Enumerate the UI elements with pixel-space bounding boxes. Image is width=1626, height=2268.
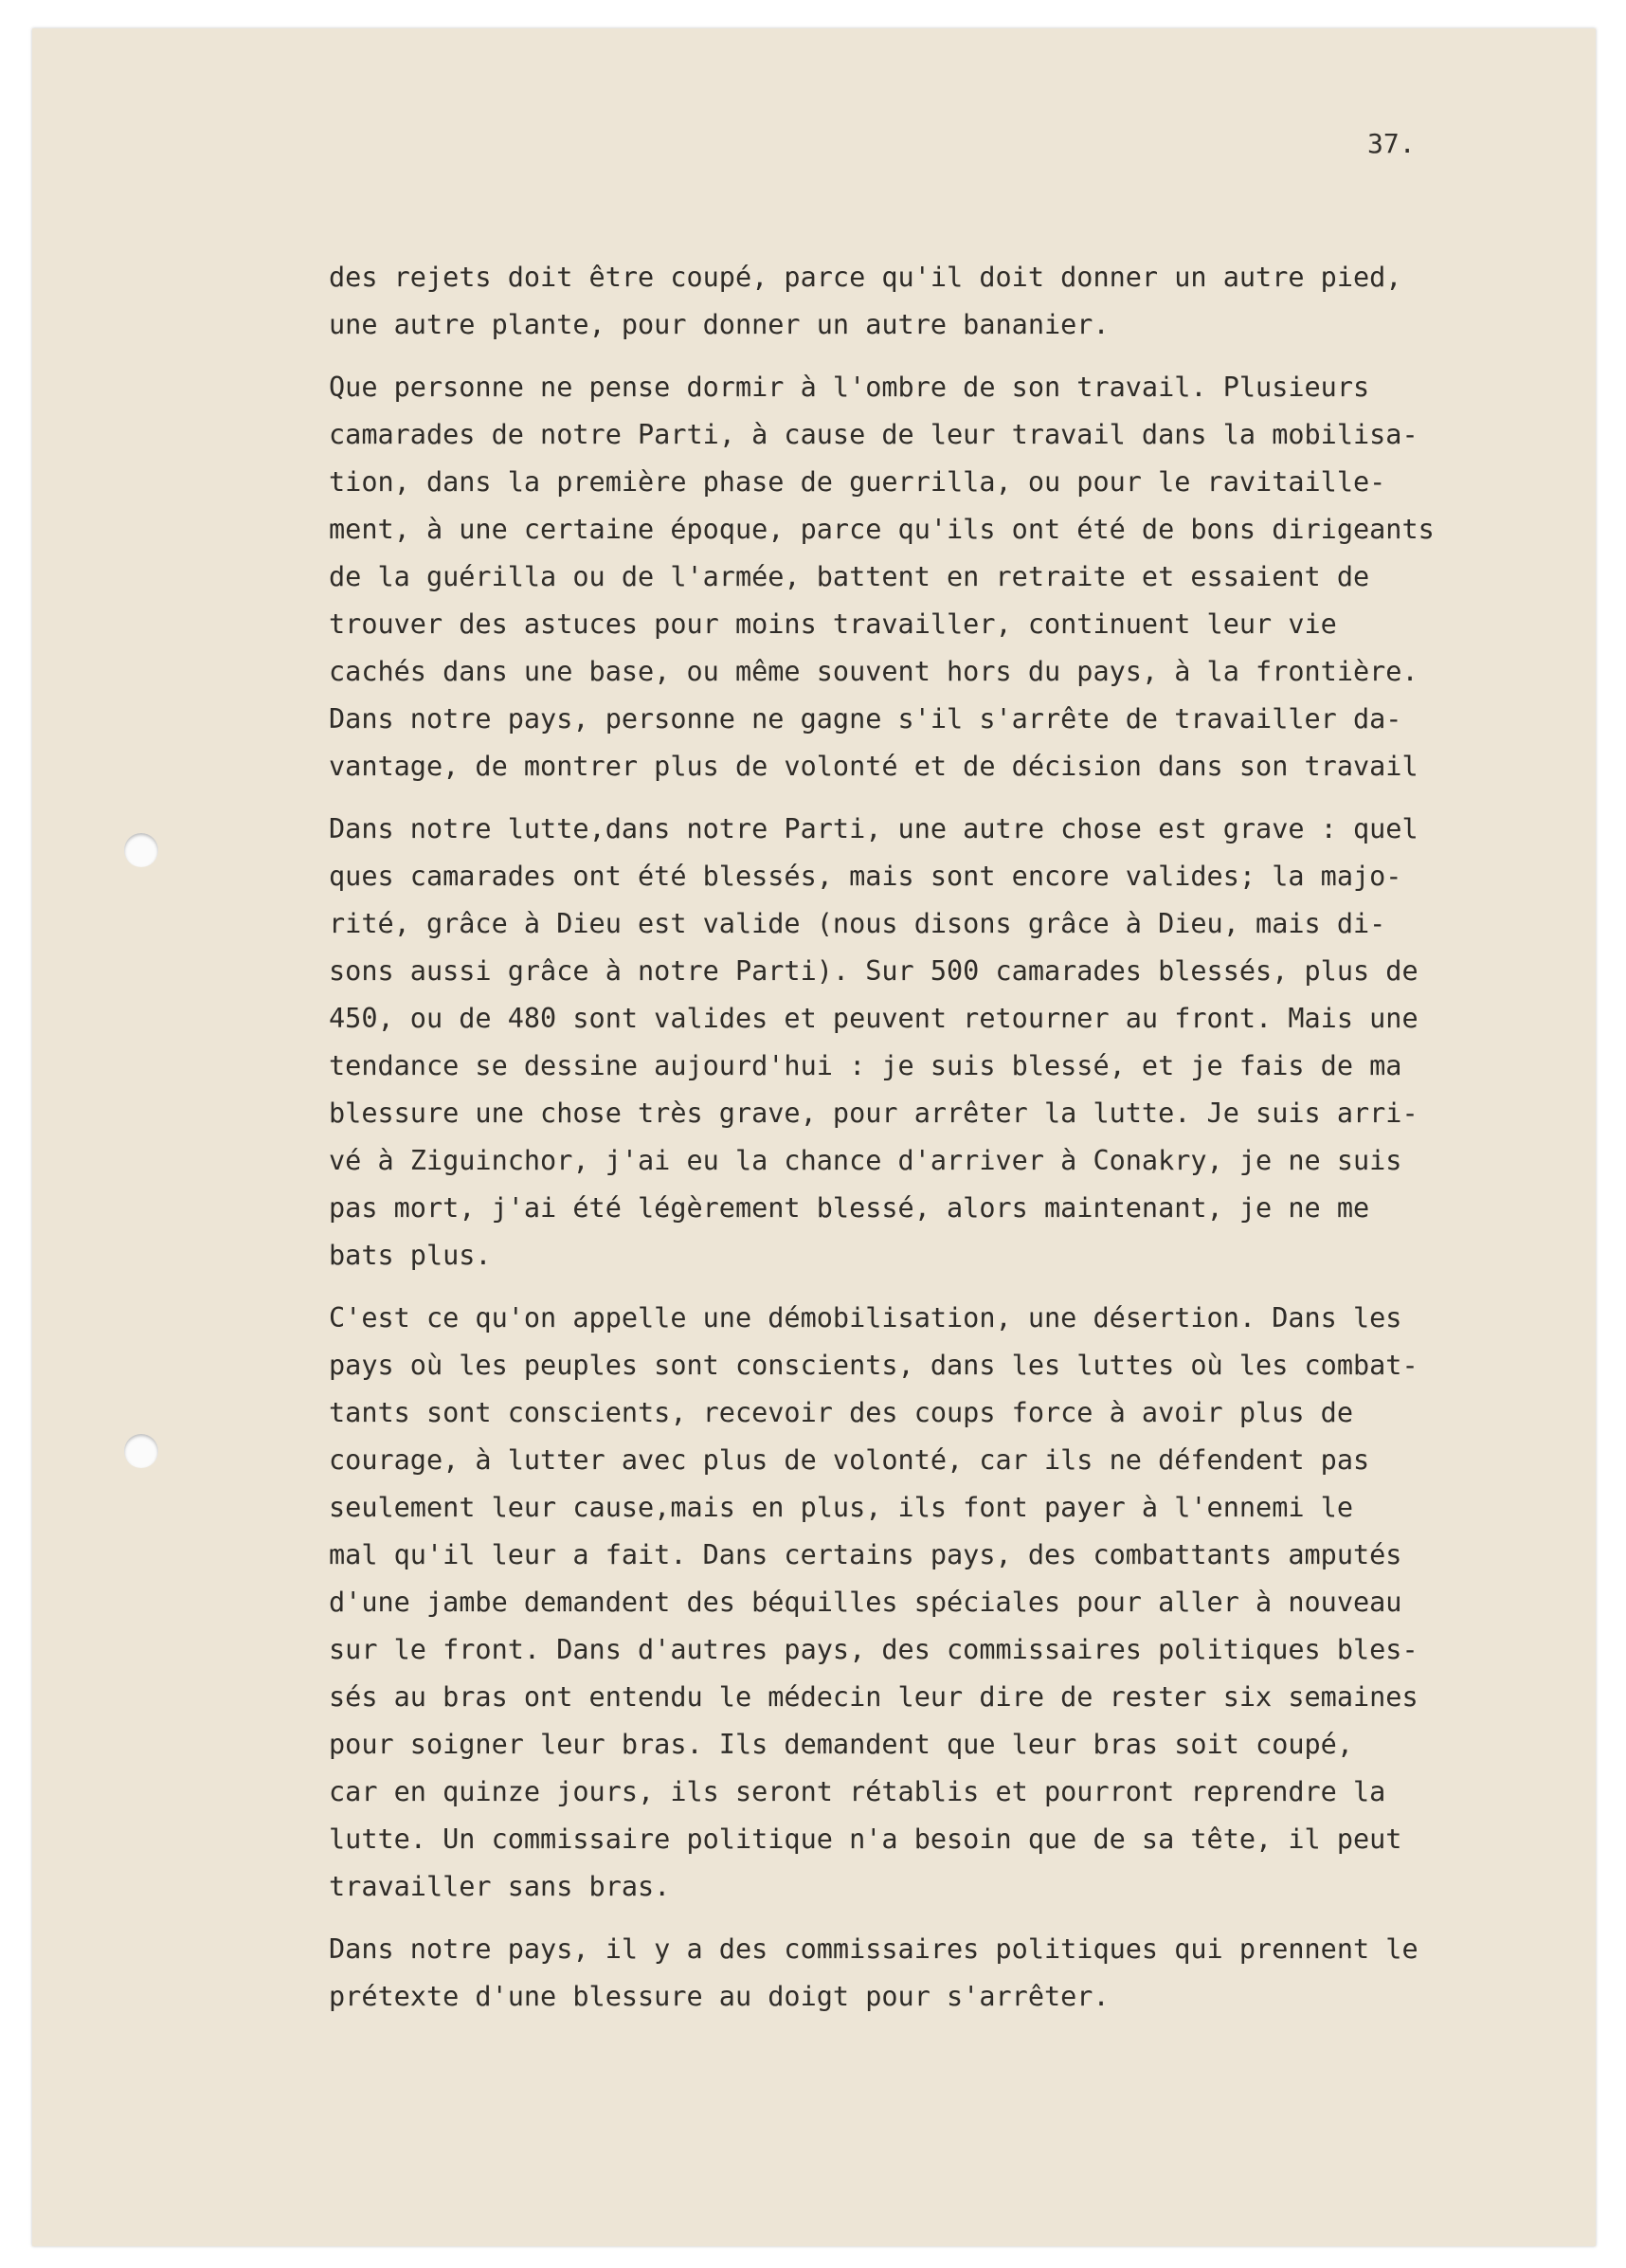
text-line: d'une jambe demandent des béquilles spéciales pour aller à nouveau: [329, 1587, 1402, 1618]
text-line: vé à Ziguinchor, j'ai eu la chance d'arriver à Conakry, je ne suis: [329, 1145, 1402, 1176]
punch-hole: [124, 833, 158, 867]
text-line: ques camarades ont été blessés, mais sont encore valides; la majo-: [329, 861, 1402, 892]
text-line: sés au bras ont entendu le médecin leur dire de rester six semaines: [329, 1681, 1418, 1713]
text-line: cachés dans une base, ou même souvent hors du pays, à la frontière.: [329, 656, 1418, 687]
text-line: camarades de notre Parti, à cause de leur travail dans la mobilisa-: [329, 419, 1418, 450]
paragraph: [329, 1926, 1599, 2021]
paragraph: [329, 806, 1599, 1279]
paragraph: [329, 364, 1599, 790]
text-line: travailler sans bras.: [329, 1871, 671, 1902]
text-line: de la guérilla ou de l'armée, battent en retraite et essaient de: [329, 561, 1370, 592]
text-line: rité, grâce à Dieu est valide (nous disons grâce à Dieu, mais di-: [329, 908, 1386, 939]
text-line: pour soigner leur bras. Ils demandent que leur bras soit coupé,: [329, 1729, 1353, 1760]
punch-hole: [124, 1434, 158, 1468]
text-line: ment, à une certaine époque, parce qu'ils ont été de bons dirigeants: [329, 514, 1435, 545]
page-number: 37.: [1367, 128, 1416, 159]
text-line: Dans notre pays, personne ne gagne s'il s'arrête de travailler da-: [329, 703, 1402, 735]
text-line: des rejets doit être coupé, parce qu'il doit donner un autre pied,: [329, 262, 1402, 293]
text-line: Dans notre pays, il y a des commissaires politiques qui prennent le: [329, 1933, 1418, 1965]
paragraph: [329, 1295, 1599, 1911]
text-line: sur le front. Dans d'autres pays, des commissaires politiques bles-: [329, 1634, 1418, 1665]
text-line: tion, dans la première phase de guerrilla, ou pour le ravitaille-: [329, 466, 1386, 498]
text-line: Que personne ne pense dormir à l'ombre de son travail. Plusieurs: [329, 372, 1370, 403]
text-line: seulement leur cause,mais en plus, ils font payer à l'ennemi le: [329, 1492, 1353, 1523]
text-line: courage, à lutter avec plus de volonté, car ils ne défendent pas: [329, 1444, 1370, 1476]
text-line: mal qu'il leur a fait. Dans certains pays, des combattants amputés: [329, 1539, 1402, 1570]
text-line: vantage, de montrer plus de volonté et de décision dans son travail: [329, 751, 1418, 782]
text-line: C'est ce qu'on appelle une démobilisation, une désertion. Dans les: [329, 1302, 1402, 1334]
paragraph: [329, 254, 1599, 349]
text-line: une autre plante, pour donner un autre bananier.: [329, 309, 1110, 340]
text-line: Dans notre lutte,dans notre Parti, une autre chose est grave : quel: [329, 813, 1418, 844]
text-line: 450, ou de 480 sont valides et peuvent retourner au front. Mais une: [329, 1003, 1418, 1034]
text-line: pays où les peuples sont conscients, dans les luttes où les combat-: [329, 1350, 1418, 1381]
text-line: prétexte d'une blessure au doigt pour s'arrêter.: [329, 1981, 1110, 2012]
text-line: pas mort, j'ai été légèrement blessé, alors maintenant, je ne me: [329, 1192, 1370, 1224]
text-line: car en quinze jours, ils seront rétablis et pourront reprendre la: [329, 1776, 1386, 1807]
document-body: [329, 254, 1599, 2036]
text-line: tendance se dessine aujourd'hui : je suis blessé, et je fais de ma: [329, 1050, 1402, 1081]
text-line: blessure une chose très grave, pour arrêter la lutte. Je suis arri-: [329, 1098, 1418, 1129]
text-line: bats plus.: [329, 1240, 492, 1271]
text-line: trouver des astuces pour moins travailler, continuent leur vie: [329, 608, 1337, 640]
text-line: sons aussi grâce à notre Parti). Sur 500 camarades blessés, plus de: [329, 955, 1418, 987]
text-line: tants sont conscients, recevoir des coups force à avoir plus de: [329, 1397, 1353, 1428]
text-line: lutte. Un commissaire politique n'a besoin que de sa tête, il peut: [329, 1823, 1402, 1855]
